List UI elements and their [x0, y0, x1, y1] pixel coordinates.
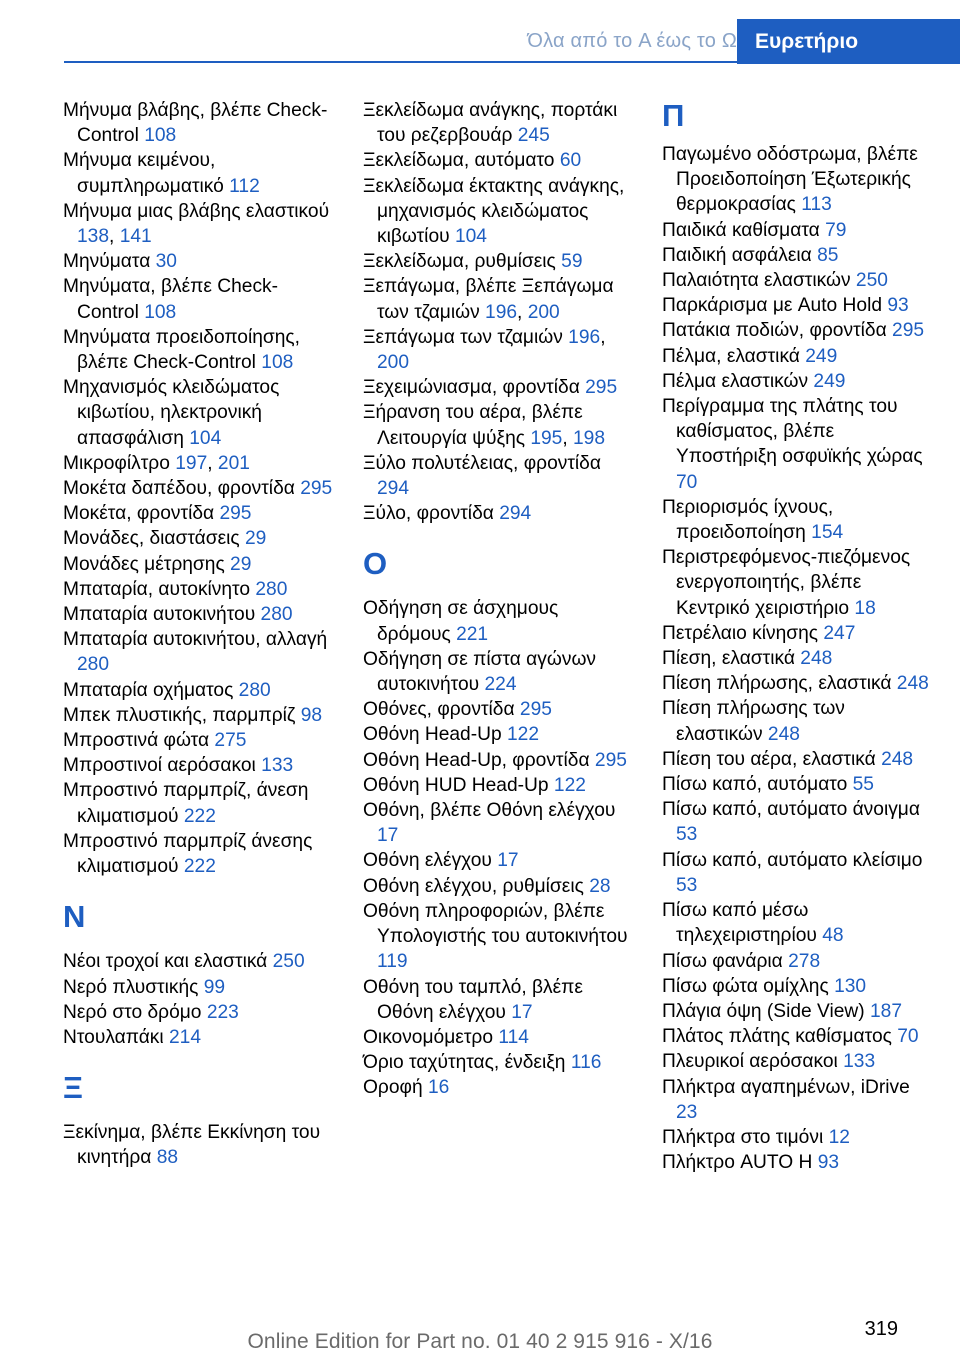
- page-ref-link[interactable]: 214: [168, 1026, 201, 1048]
- page-ref-link[interactable]: 294: [377, 478, 410, 500]
- index-entry: [63, 778, 333, 828]
- index-entry-text: Πίεση του αέρα, ελαστικά: [662, 748, 876, 770]
- index-entry: [63, 627, 333, 677]
- page-ref-link[interactable]: 116: [570, 1052, 602, 1074]
- page-ref-link[interactable]: 248: [896, 673, 929, 695]
- page-ref-link[interactable]: 250: [272, 951, 305, 973]
- edition-footer: Online Edition for Part no. 01 40 2 915 916 - X/16: [247, 1330, 713, 1353]
- page-ref-link[interactable]: 104: [189, 427, 222, 449]
- index-entry-text: Πετρέλαιο κίνησης: [662, 622, 819, 644]
- index-entry: [662, 974, 932, 999]
- page-ref-link[interactable]: 295: [300, 478, 333, 500]
- index-entry: [662, 772, 932, 797]
- index-entry: [63, 1000, 333, 1025]
- page-ref-link[interactable]: 249: [813, 370, 846, 392]
- index-entry: [63, 526, 333, 551]
- index-entry-text: Ξεκλείδωμα έκτακτης ανάγκης, μηχανισμός κλειδώματος κιβωτίου: [363, 175, 625, 248]
- page-ref-link[interactable]: 295: [594, 749, 627, 771]
- index-entry: [63, 325, 333, 375]
- index-entry: [662, 268, 932, 293]
- index-entry: [662, 142, 932, 218]
- index-entry-text: Μοκέτα δαπέδου, φροντίδα: [63, 478, 295, 500]
- index-entry-text: Πλάτος πλάτης καθίσματος: [662, 1026, 892, 1048]
- page-ref-link[interactable]: 70: [897, 1026, 919, 1048]
- index-entry: [363, 1075, 633, 1100]
- index-entry-text: Μήνυμα κειμένου, συμπληρωματικό: [63, 150, 224, 197]
- index-entry: [363, 1050, 633, 1075]
- page-ref-link[interactable]: 295: [892, 320, 925, 342]
- index-entry: [662, 545, 932, 621]
- index-entry: [63, 728, 333, 753]
- index-entry: [662, 999, 932, 1024]
- index-entry: [363, 697, 633, 722]
- page-ref-link[interactable]: 280: [260, 604, 293, 626]
- index-entry-text: Οδήγηση σε άσχημους δρόμους: [363, 598, 559, 645]
- index-entry-text: Μονάδες, διαστάσεις: [63, 528, 240, 550]
- index-entry-text: Νέοι τροχοί και ελαστικά: [63, 951, 268, 973]
- index-entry-text: Οθόνη Head-Up, φροντίδα: [363, 749, 590, 771]
- index-entry: [63, 98, 333, 148]
- index-entry-text: Παιδική ασφάλεια: [662, 244, 812, 266]
- page-ref-link[interactable]: 85: [817, 244, 839, 266]
- page-ref-link[interactable]: 98: [300, 704, 323, 726]
- index-entry-text: Μοκέτα, φροντίδα: [63, 503, 215, 525]
- index-entry-text: Πλήκτρα αγαπημένων, iDrive: [662, 1076, 910, 1098]
- page-ref-link[interactable]: 197: [175, 452, 208, 474]
- index-entry-text: Πίσω καπό μέσω τηλεχειριστηρίου: [662, 900, 817, 947]
- index-entry: [662, 1049, 932, 1074]
- index-entry-text: Πέλμα ελαστικών: [662, 370, 809, 392]
- index-entry-text: Μπεκ πλυστικής, παρμπρίζ: [63, 704, 296, 726]
- index-entry-text: Μπαταρία αυτοκινήτου, αλλαγή: [63, 629, 328, 651]
- page-ref-link[interactable]: 113: [801, 194, 832, 216]
- index-entry: [363, 798, 633, 848]
- page-ref-link[interactable]: 280: [255, 578, 288, 600]
- page-ref-link[interactable]: 53: [676, 824, 698, 846]
- page-ref-link[interactable]: 295: [219, 503, 252, 525]
- page-ref-link[interactable]: 29: [230, 553, 252, 575]
- index-entry: [662, 671, 932, 696]
- index-entry-text: Μπαταρία οχήματος: [63, 679, 234, 701]
- page-ref-link[interactable]: 280: [77, 654, 110, 676]
- index-entry: [662, 218, 932, 243]
- page-ref-link[interactable]: 108: [144, 301, 177, 323]
- index-entry-text: Πατάκια ποδιών, φροντίδα: [662, 320, 887, 342]
- index-entry-text: Παγωμένο οδόστρωμα, βλέπε Προειδοποίηση Έξωτερικής θερμοκρασίας: [662, 144, 918, 216]
- index-entry: [363, 874, 633, 899]
- index-entry: [662, 696, 932, 746]
- index-entry-text: Οροφή: [363, 1077, 423, 1099]
- index-entry-text: Περιορισμός ίχνους, προειδοποίηση: [662, 496, 834, 544]
- index-entry: Ξήρανση του αέρα, βλέπε Λειτουργία ψύξης 195, 198: [363, 402, 606, 449]
- index-entry-text: Πλήκτρο AUTO H: [662, 1152, 813, 1174]
- index-entry: [63, 274, 333, 324]
- page-ref-link[interactable]: 250: [855, 270, 888, 292]
- index-entry-text: Πλάγια όψη (Side View): [662, 1000, 865, 1022]
- page-ref-link[interactable]: 198: [573, 427, 606, 449]
- page-ref-link[interactable]: 112: [229, 175, 260, 197]
- index-entry-text: Μπαταρία, αυτοκίνητο: [63, 578, 251, 600]
- section-letter: Π: [662, 98, 685, 133]
- page-ref-link[interactable]: 16: [427, 1077, 450, 1099]
- page-ref-link[interactable]: 30: [155, 251, 177, 273]
- index-entry: Ξεπάγωμα, βλέπε Ξεπάγωμα των τζαμιών 196, 200: [363, 276, 614, 323]
- index-entry-text: Πλήκτρα στο τιμόνι: [662, 1126, 824, 1148]
- page-ref-link[interactable]: 70: [676, 471, 698, 493]
- index-entry-text: Πίσω καπό, αυτόματο κλείσιμο: [662, 849, 923, 871]
- page-ref-link[interactable]: 196: [485, 301, 518, 323]
- index-entry: [363, 98, 633, 148]
- page-ref-link[interactable]: 187: [869, 1000, 902, 1022]
- page-ref-link[interactable]: 55: [852, 774, 874, 796]
- index-entry-text: Οδήγηση σε πίστα αγώνων αυτοκινήτου: [363, 648, 597, 696]
- page-ref-link[interactable]: 122: [553, 774, 586, 796]
- page-ref-link[interactable]: 108: [261, 352, 294, 374]
- index-entry-text: Πίσω φανάρια: [662, 950, 783, 972]
- page-ref-link[interactable]: 48: [822, 925, 844, 947]
- page-ref-link[interactable]: 224: [484, 674, 517, 696]
- index-entry: [63, 678, 333, 703]
- page-ref-link[interactable]: 138: [77, 226, 110, 248]
- page-ref-link[interactable]: 60: [559, 150, 582, 172]
- index-entry: [363, 148, 633, 173]
- page-ref-link[interactable]: 17: [497, 850, 519, 872]
- index-entry: [63, 476, 333, 501]
- section-letter: Ο: [363, 546, 388, 582]
- page-ref-link[interactable]: 295: [519, 699, 552, 721]
- page-ref-link[interactable]: 93: [887, 295, 909, 317]
- page-ref-link[interactable]: 104: [454, 226, 487, 248]
- page-ref-link[interactable]: 222: [183, 856, 216, 878]
- index-entry: Μικροφίλτρο 197, 201: [63, 452, 250, 474]
- page-ref-link[interactable]: 17: [377, 825, 399, 847]
- index-entry-text: Παιδικά καθίσματα: [662, 219, 820, 241]
- page-ref-link[interactable]: 133: [261, 755, 294, 777]
- page-ref-link[interactable]: 28: [589, 875, 611, 897]
- index-entry-text: Μπροστινό παρμπρίζ, άνεση κλιματισμού: [63, 780, 309, 827]
- page-ref-link[interactable]: 29: [245, 528, 267, 550]
- index-entry-text: Μπαταρία αυτοκινήτου: [63, 604, 256, 626]
- index-entry-text: Μπροστινοί αερόσακοι: [63, 755, 256, 777]
- page-ref-link[interactable]: 114: [498, 1026, 529, 1048]
- page-ref-link[interactable]: 248: [881, 748, 914, 770]
- index-column-3: [662, 98, 932, 1175]
- index-entry: [662, 848, 932, 898]
- index-entry: [662, 621, 932, 646]
- page-ref-link[interactable]: 245: [517, 125, 550, 147]
- index-entry: [63, 703, 333, 728]
- index-entry-text: Μικροφίλτρο: [63, 452, 170, 474]
- index-entry: [662, 949, 932, 974]
- index-column-1: [63, 98, 333, 1171]
- page-ref-link[interactable]: 294: [499, 503, 532, 525]
- index-entry-text: Οθόνη ελέγχου: [363, 850, 492, 872]
- index-entry-text: Ξεχειμώνιασμα, φροντίδα: [363, 377, 580, 399]
- index-entry: [662, 747, 932, 772]
- index-entry: [363, 773, 633, 798]
- index-entry-text: Πλευρικοί αερόσακοι: [662, 1051, 838, 1073]
- index-entry-text: Ξύλο πολυτέλειας, φροντίδα: [363, 452, 601, 474]
- index-entry-text: Πίεση, ελαστικά: [662, 648, 795, 670]
- index-entry: [363, 748, 633, 773]
- index-entry-text: Οικονομόμετρο: [363, 1026, 493, 1048]
- page-ref-link[interactable]: 195: [530, 427, 563, 449]
- page-number: 319: [864, 1318, 898, 1340]
- index-entry: [363, 375, 633, 400]
- index-entry-text: Πίεση πλήρωσης των ελαστικών: [662, 698, 845, 745]
- index-entry: [662, 1150, 932, 1175]
- page-ref-link[interactable]: 221: [456, 623, 489, 645]
- page-ref-link[interactable]: 133: [843, 1051, 876, 1073]
- index-entry-text: Ξεπάγωμα, βλέπε Ξεπάγωμα των τζαμιών: [363, 276, 614, 323]
- page-ref-link[interactable]: 201: [217, 452, 250, 474]
- index-entry-text: Νερό στο δρόμο: [63, 1001, 202, 1023]
- page-ref-link[interactable]: 280: [238, 679, 271, 701]
- index-entry-text: Οθόνες, φροντίδα: [363, 699, 515, 721]
- index-entry: [363, 848, 633, 873]
- header-rule: [64, 61, 737, 63]
- index-entry: [63, 949, 333, 974]
- page-ref-link[interactable]: 223: [206, 1001, 239, 1023]
- index-entry: [363, 722, 633, 747]
- index-entry: [63, 577, 333, 602]
- page-ref-link[interactable]: 53: [676, 874, 698, 896]
- page-ref-link[interactable]: 108: [144, 125, 177, 147]
- index-column-2: [363, 98, 633, 1101]
- page-ref-link[interactable]: 154: [811, 522, 844, 544]
- index-entry: [662, 394, 932, 495]
- index-entry: [63, 1025, 333, 1050]
- index-entry-text: Μήνυμα μιας βλάβης ελαστικού: [63, 200, 330, 222]
- index-entry-text: Πίσω καπό, αυτόματο άνοιγμα: [662, 799, 920, 821]
- index-entry-text: Πίεση πλήρωσης, ελαστικά: [662, 673, 892, 695]
- index-entry-text: Ξύλο, φροντίδα: [363, 503, 494, 525]
- index-entry-text: Περιστρεφόμενος-πιεζόμενος ενεργοποιητής, βλέπε Κεντρικό χειριστήριο: [662, 547, 911, 619]
- page-ref-link[interactable]: 18: [854, 597, 876, 619]
- page-ref-link[interactable]: 99: [203, 976, 226, 998]
- page-ref-link[interactable]: 23: [676, 1101, 698, 1123]
- index-entry-text: Όριο ταχύτητας, ένδειξη: [363, 1052, 566, 1074]
- index-entry-text: Πίσω φώτα ομίχλης: [662, 975, 829, 997]
- page-ref-link[interactable]: 93: [817, 1152, 840, 1174]
- index-entry: [63, 602, 333, 627]
- index-entry-text: Νερό πλυστικής: [63, 976, 199, 998]
- index-entry: Ξεπάγωμα των τζαμιών 196, 200: [363, 326, 606, 374]
- index-entry-text: Μήνυμα βλάβης, βλέπε Check-Control: [63, 100, 328, 147]
- index-entry-text: Ξεκίνημα, βλέπε Εκκίνηση του κινητήρα: [63, 1122, 321, 1169]
- index-entry: [662, 318, 932, 343]
- index-entry: [363, 647, 633, 697]
- index-entry-text: Ξεκλείδωμα, ρυθμίσεις: [363, 251, 556, 273]
- index-entry: [363, 899, 633, 975]
- index-entry-text: Οθόνη του ταμπλό, βλέπε Οθόνη ελέγχου: [363, 976, 583, 1023]
- page-ref-link[interactable]: 248: [767, 723, 800, 745]
- index-entry: [363, 249, 633, 274]
- index-entry: [63, 753, 333, 778]
- index-entry-text: Μπροστινά φώτα: [63, 730, 210, 752]
- index-entry-text: Οθόνη πληροφοριών, βλέπε Υπολογιστής του αυτοκινήτου: [363, 900, 628, 948]
- page-ref-link[interactable]: 249: [805, 345, 838, 367]
- index-entry: [662, 369, 932, 394]
- index-entry: [662, 344, 932, 369]
- index-entry: [63, 249, 333, 274]
- index-entry-text: Παρκάρισμα με Auto Hold: [662, 295, 883, 317]
- index-entry: [363, 596, 633, 646]
- index-entry-text: Παλαιότητα ελαστικών: [662, 270, 851, 292]
- page-ref-link[interactable]: 130: [834, 975, 867, 997]
- page-ref-link[interactable]: 200: [377, 352, 410, 374]
- index-entry: [63, 829, 333, 879]
- index-entry-text: Μπροστινό παρμπρίζ άνεσης κλιματισμού: [63, 830, 313, 878]
- page-ref-link[interactable]: 247: [823, 622, 856, 644]
- section-letter: Ξ: [63, 1070, 83, 1106]
- page-ref-link[interactable]: 59: [561, 251, 583, 273]
- index-entry-text: Πίσω καπό, αυτόματο: [662, 774, 848, 796]
- index-entry-text: Πέλμα, ελαστικά: [662, 345, 800, 367]
- index-entry: [63, 375, 333, 451]
- page-ref-link[interactable]: 79: [825, 219, 847, 241]
- index-tab[interactable]: Ευρετήριο: [737, 19, 960, 64]
- index-entry: [63, 501, 333, 526]
- index-entry: [662, 293, 932, 318]
- index-entry-text: Οθόνη ελέγχου, ρυθμίσεις: [363, 875, 584, 897]
- page-ref-link[interactable]: 17: [511, 1001, 533, 1023]
- index-entry: [63, 148, 333, 198]
- index-entry-text: Οθόνη Head-Up: [363, 724, 502, 746]
- index-entry: [363, 451, 633, 501]
- index-entry: [662, 243, 932, 268]
- page-ref-link[interactable]: 200: [527, 301, 560, 323]
- page-ref-link[interactable]: 12: [828, 1126, 850, 1148]
- index-entry-text: Οθόνη HUD Head-Up: [363, 774, 549, 796]
- index-entry: [363, 975, 633, 1025]
- index-entry-text: Ξεπάγωμα των τζαμιών: [363, 326, 563, 348]
- page-ref-link[interactable]: 196: [568, 326, 601, 348]
- page-ref-link[interactable]: 122: [507, 724, 540, 746]
- chapter-title[interactable]: Όλα από το A έως το Ω: [527, 30, 737, 52]
- index-entry-text: Ξήρανση του αέρα, βλέπε Λειτουργία ψύξης: [363, 402, 583, 449]
- page-header: [0, 0, 960, 64]
- index-entry: [662, 1125, 932, 1150]
- index-entry: [662, 646, 932, 671]
- index-entry-text: Περίγραμμα της πλάτης του καθίσματος, βλέπε Υποστήριξη οσφυϊκής χώρας: [662, 396, 923, 468]
- index-entry: [662, 797, 932, 847]
- page-ref-link[interactable]: 141: [119, 226, 152, 248]
- section-letter: Ν: [63, 899, 86, 935]
- index-entry-text: Μηχανισμός κλειδώματος κιβωτίου, ηλεκτρονική απασφάλιση: [63, 377, 280, 449]
- page-ref-link[interactable]: 88: [156, 1147, 179, 1169]
- index-entry-text: Ξεκλείδωμα, αυτόματο: [363, 150, 555, 172]
- page-ref-link[interactable]: 275: [214, 730, 247, 752]
- index-entry: [662, 1024, 932, 1049]
- page-ref-link[interactable]: 222: [183, 805, 216, 827]
- index-entry-text: Ντουλαπάκι: [63, 1026, 164, 1048]
- index-entry: [63, 552, 333, 577]
- index-entry-text: Μηνύματα, βλέπε Check-Control: [63, 276, 279, 323]
- index-entry: [662, 1075, 932, 1125]
- index-entry-text: Ξεκλείδωμα ανάγκης, πορτάκι του ρεζερβουάρ: [363, 100, 618, 147]
- index-entry: [363, 174, 633, 250]
- page-ref-link[interactable]: 278: [788, 950, 821, 972]
- page-ref-link[interactable]: 248: [800, 648, 833, 670]
- index-entry: [63, 1120, 333, 1170]
- index-entry: [63, 975, 333, 1000]
- index-entry: [662, 495, 932, 545]
- index-entry: Μήνυμα μιας βλάβης ελαστικού 138, 141: [63, 200, 330, 248]
- index-entry: [363, 501, 633, 526]
- index-entry-text: Μηνύματα προειδοποίησης, βλέπε Check-Control: [63, 326, 301, 374]
- page-ref-link[interactable]: 295: [585, 377, 618, 399]
- index-entry: [662, 898, 932, 948]
- page-ref-link[interactable]: 119: [377, 951, 408, 973]
- index-entry-text: Οθόνη, βλέπε Οθόνη ελέγχου: [363, 800, 616, 822]
- index-entry-text: Μηνύματα: [63, 251, 151, 273]
- index-entry: [363, 1025, 633, 1050]
- index-entry-text: Μονάδες μέτρησης: [63, 553, 225, 575]
